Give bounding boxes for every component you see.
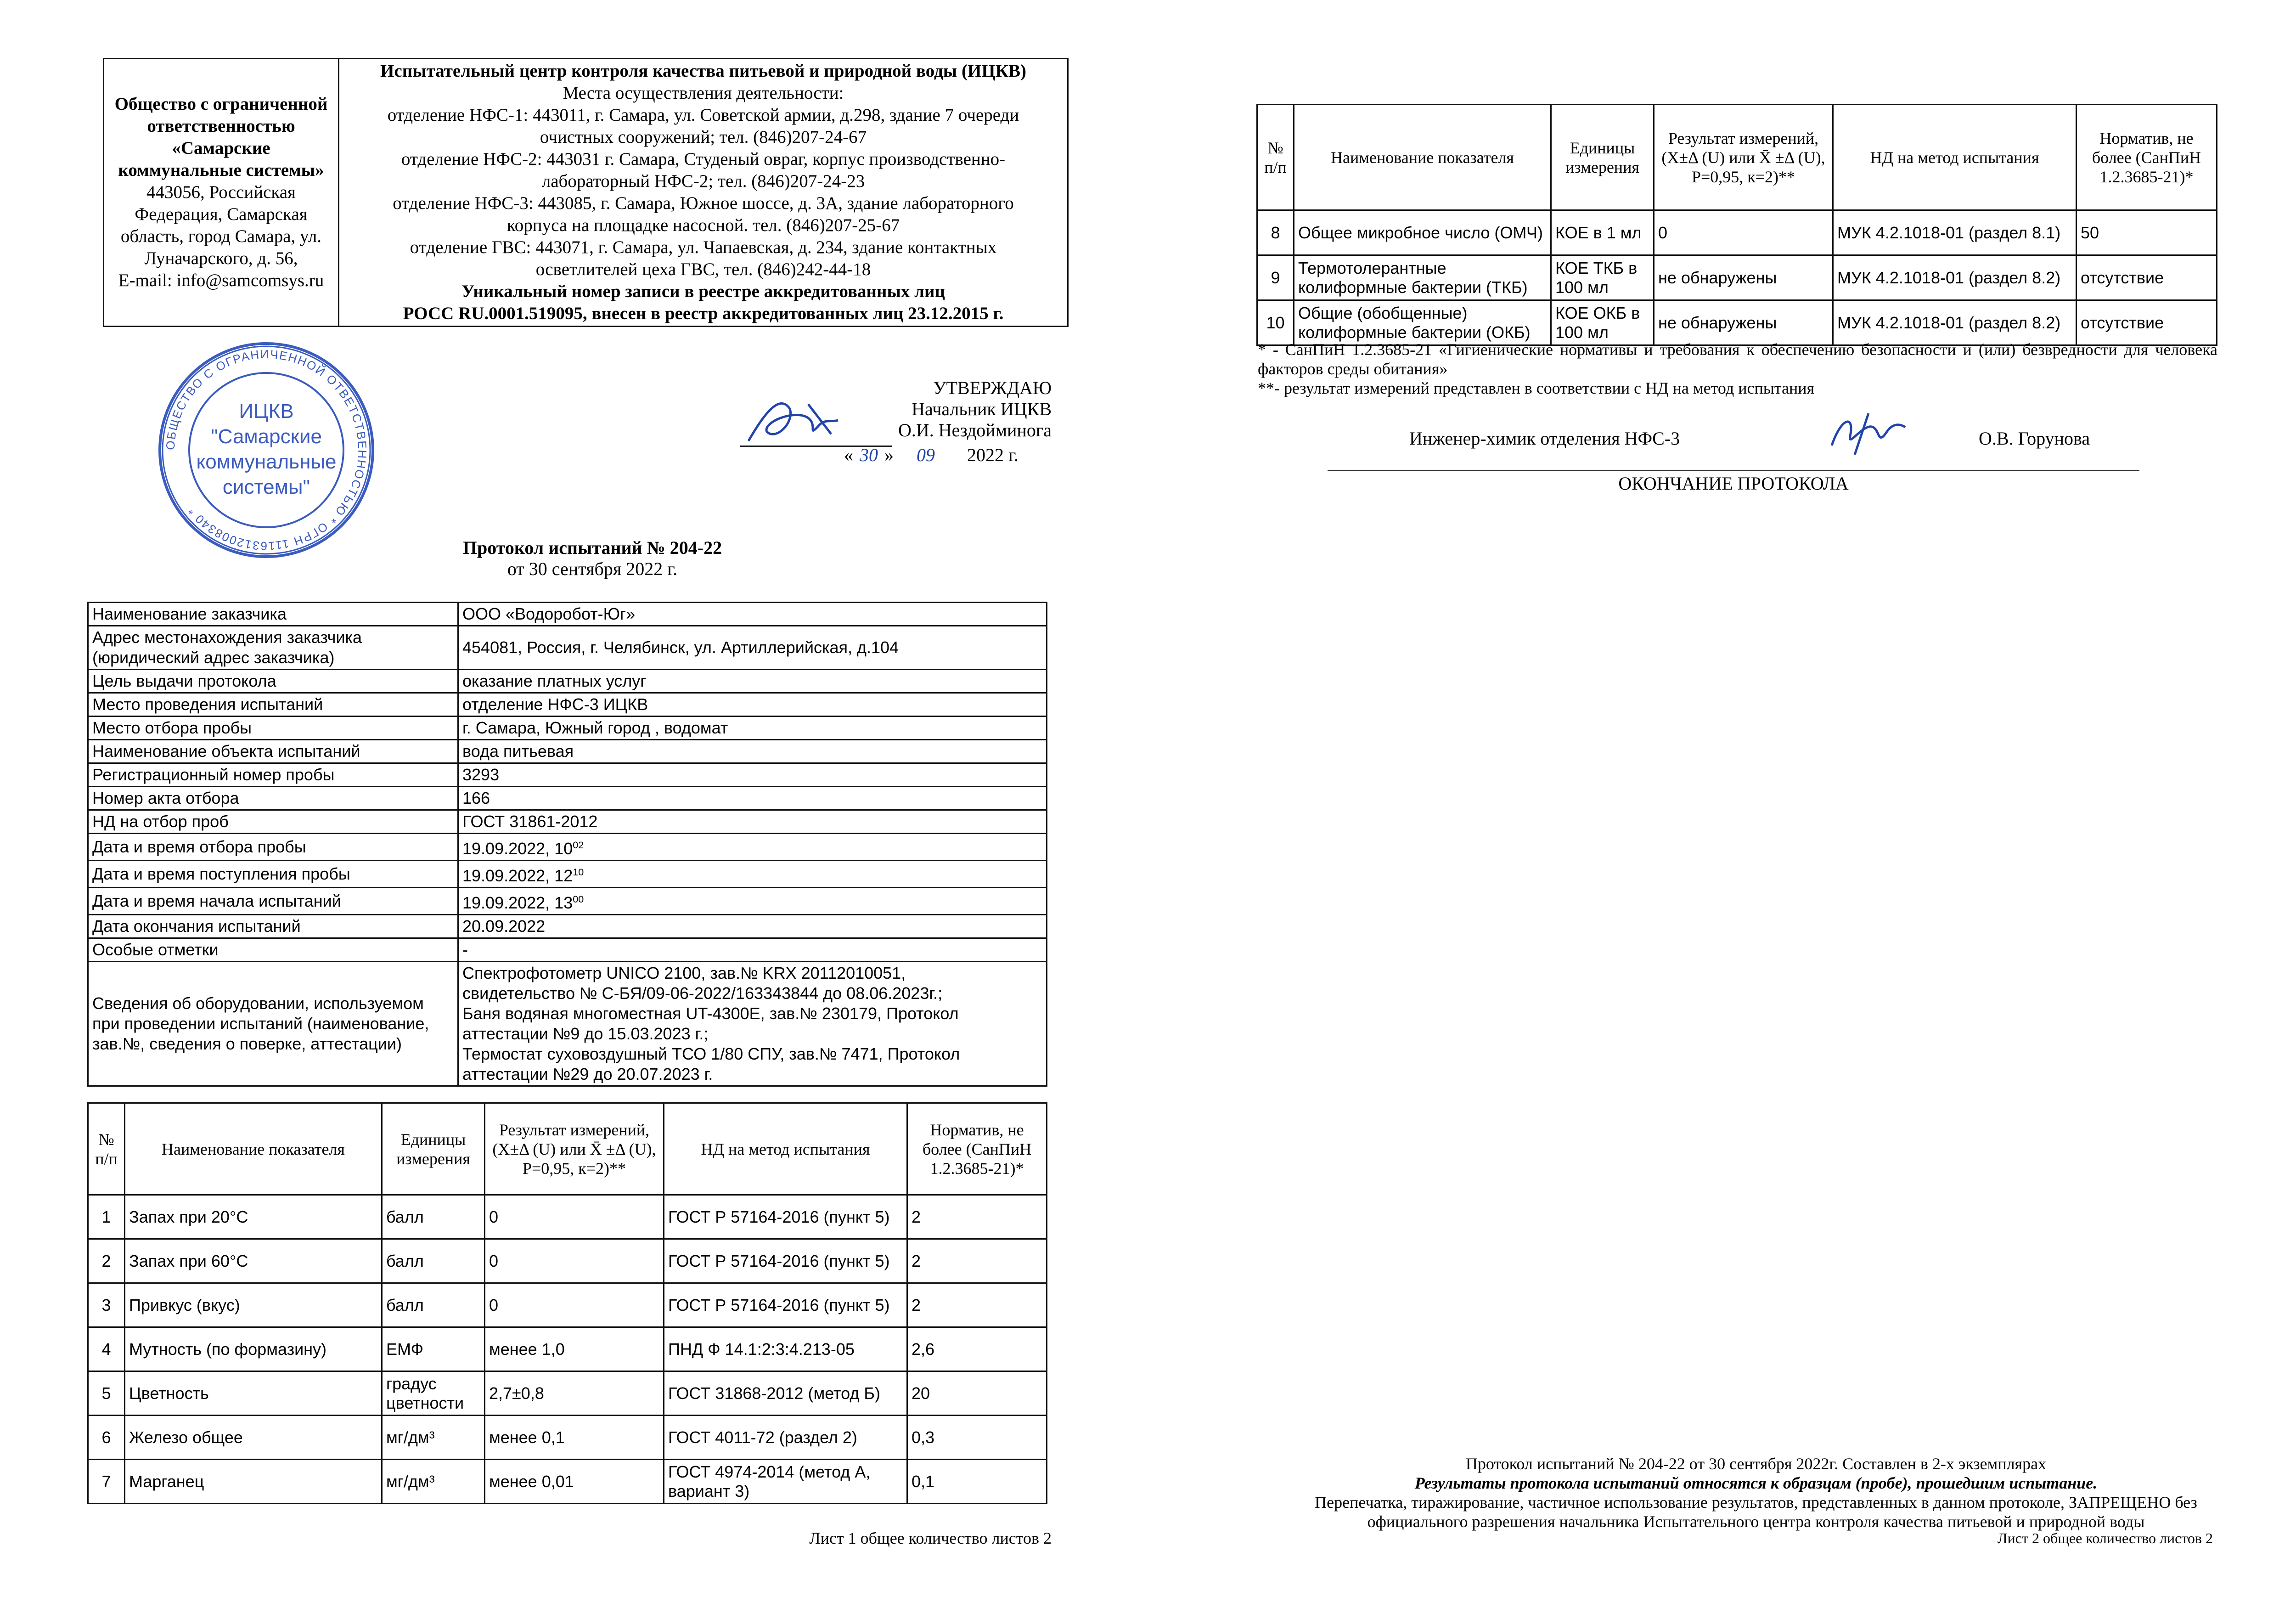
- notes: [1258, 340, 2217, 398]
- org-name-2: ответственностью: [147, 116, 295, 136]
- test-center-title: Испытательный центр контроля качества питьевой и природной воды (ИЦКВ): [380, 61, 1026, 81]
- info-row: [88, 670, 1047, 693]
- result-name: Марганец: [125, 1460, 382, 1504]
- result-method: МУК 4.2.1018-01 (раздел 8.2): [1833, 300, 2077, 345]
- info-value: [458, 787, 1047, 810]
- equipment-line-3: Баня водяная многоместная UT-4300E, зав.№ 230179, Протокол: [462, 1004, 959, 1023]
- col-units: Единицы измерения: [382, 1103, 485, 1195]
- info-value: [458, 810, 1047, 834]
- info-value-text: 19.09.2022, 12: [462, 866, 573, 885]
- place-line-7: отделение ГВС: 443071, г. Самара, ул. Чапаевская, д. 234, здание контактных: [410, 237, 997, 257]
- end-line: [1328, 470, 2139, 471]
- result-method: ГОСТ 4974-2014 (метод А, вариант 3): [664, 1460, 907, 1504]
- info-value: [458, 740, 1047, 763]
- result-method: ГОСТ Р 57164-2016 (пункт 5): [664, 1283, 907, 1327]
- approval-day: 30: [860, 445, 878, 465]
- result-name: Цветность: [125, 1371, 382, 1416]
- equipment-line-6: аттестации №29 до 20.07.2023 г.: [462, 1065, 713, 1083]
- result-unit: КОЕ в 1 мл: [1551, 210, 1654, 255]
- result-num: 6: [88, 1416, 125, 1460]
- info-key: Дата окончания испытаний: [88, 915, 458, 938]
- stamp-line-1: ИЦКВ: [239, 400, 294, 423]
- info-value-text: г. Самара, Южный город , водомат: [462, 718, 728, 737]
- result-norm: 0,1: [907, 1460, 1047, 1504]
- engineer-signature: [1823, 404, 1914, 459]
- protocol-number: Протокол испытаний № 204-22: [462, 537, 722, 558]
- result-value: не обнаружены: [1654, 255, 1833, 300]
- result-value: не обнаружены: [1654, 300, 1833, 345]
- col-method: НД на метод испытания: [664, 1103, 907, 1195]
- info-row: [88, 915, 1047, 938]
- result-value: 2,7±0,8: [485, 1371, 664, 1416]
- sample-info-table: [87, 602, 1047, 1087]
- col-norm: Норматив, не более (СанПиН 1.2.3685-21)*: [907, 1103, 1047, 1195]
- col-result-2: Результат измерений, (X±Δ (U) или X̄ ±Δ (U), P=0,95, к=2)**: [1654, 105, 1833, 210]
- engineer-name: О.В. Горунова: [1979, 428, 2090, 449]
- info-value-text: отделение НФС-3 ИЦКВ: [462, 695, 648, 714]
- equipment-line-5: Термостат суховоздушный ТСО 1/80 СПУ, зав.№ 7471, Протокол: [462, 1044, 960, 1063]
- place-line-2: очистных сооружений; тел. (846)207-24-67: [540, 127, 867, 147]
- info-row: [88, 861, 1047, 888]
- info-value-text: 454081, Россия, г. Челябинск, ул. Артиллерийская, д.104: [462, 638, 899, 657]
- info-value-text: 20.09.2022: [462, 917, 546, 936]
- stamp-outer-text: ОБЩЕСТВО С ОГРАНИЧЕННОЙ ОТВЕТСТВЕННОСТЬЮ * ОГРН 1116312008340 *: [163, 347, 370, 553]
- footer-line-3: Перепечатка, тиражирование, частичное использование результатов, представленных в данном протоколе, ЗАПРЕЩЕНО без: [1315, 1493, 2197, 1512]
- info-value: [458, 834, 1047, 861]
- result-unit: КОЕ ТКБ в 100 мл: [1551, 255, 1654, 300]
- info-value-time-minutes: 10: [573, 866, 584, 878]
- place-line-8: осветлителей цеха ГВС, тел. (846)242-44-18: [535, 259, 871, 279]
- info-value: [458, 938, 1047, 962]
- result-unit: КОЕ ОКБ в 100 мл: [1551, 300, 1654, 345]
- info-row: [88, 938, 1047, 962]
- result-value: менее 0,1: [485, 1416, 664, 1460]
- svg-text:ОБЩЕСТВО С ОГРАНИЧЕННОЙ ОТВЕТС: [163, 347, 370, 553]
- result-value: 0: [485, 1239, 664, 1283]
- result-norm: 20: [907, 1371, 1047, 1416]
- info-value-text: оказание платных услуг: [462, 671, 647, 690]
- info-row: [88, 740, 1047, 763]
- equipment-row: [88, 962, 1047, 1086]
- approver-position: Начальник ИЦКВ: [912, 399, 1052, 419]
- result-name: Привкус (вкус): [125, 1283, 382, 1327]
- result-unit: балл: [382, 1195, 485, 1239]
- equipment-key: Сведения об оборудовании, используемом при проведении испытаний (наименование, зав.№, сведения о поверке, аттестации): [88, 962, 458, 1086]
- info-row: [88, 763, 1047, 787]
- engineer-label: Инженер-химик отделения НФС-3: [1409, 428, 1680, 449]
- page-2-sheet: Лист 2 общее количество листов 2: [1997, 1530, 2213, 1546]
- results-table-1: [87, 1102, 1047, 1504]
- info-value-text: ООО «Водоробот-Юг»: [462, 604, 636, 623]
- result-unit: мг/дм³: [382, 1460, 485, 1504]
- info-value-time-minutes: 00: [573, 893, 584, 905]
- result-name: Мутность (по формазину): [125, 1327, 382, 1371]
- result-num: 5: [88, 1371, 125, 1416]
- result-name: Общие (обобщенные) колиформные бактерии (ОКБ): [1294, 300, 1551, 345]
- result-name: Термотолерантные колиформные бактерии (ТКБ): [1294, 255, 1551, 300]
- info-key: Дата и время начала испытаний: [88, 888, 458, 915]
- col-num: № п/п: [88, 1103, 125, 1195]
- result-row: [1257, 210, 2217, 255]
- result-norm: отсутствие: [2077, 255, 2217, 300]
- info-key: Наименование объекта испытаний: [88, 740, 458, 763]
- result-method: МУК 4.2.1018-01 (раздел 8.2): [1833, 255, 2077, 300]
- info-value: [458, 716, 1047, 740]
- test-center-cell: [339, 59, 1068, 327]
- col-method-2: НД на метод испытания: [1833, 105, 2077, 210]
- info-value: [458, 626, 1047, 670]
- info-value: [458, 670, 1047, 693]
- result-value: 0: [485, 1283, 664, 1327]
- result-row: [88, 1460, 1047, 1504]
- info-key: Цель выдачи протокола: [88, 670, 458, 693]
- stamp-line-2: "Самарские: [211, 425, 322, 448]
- footer-line-1: Протокол испытаний № 204-22 от 30 сентября 2022г. Составлен в 2-х экземплярах: [1465, 1455, 2047, 1473]
- result-unit: мг/дм³: [382, 1416, 485, 1460]
- result-num: 4: [88, 1327, 125, 1371]
- info-key: Дата и время поступления пробы: [88, 861, 458, 888]
- equipment-line-2: свидетельство № С-БЯ/09-06-2022/163343844 до 08.06.2023г.;: [462, 984, 943, 1003]
- org-name-3: «Самарские: [172, 138, 270, 158]
- note-result: **- результат измерений представлен в соответствии с НД на метод испытания: [1258, 379, 1815, 397]
- header-table: [103, 58, 1069, 327]
- organization-stamp: [156, 340, 377, 560]
- approval-month: 09: [917, 445, 935, 465]
- info-value-text: 3293: [462, 765, 500, 784]
- result-num: 3: [88, 1283, 125, 1327]
- result-unit: ЕМФ: [382, 1327, 485, 1371]
- result-name: Запах при 20°С: [125, 1195, 382, 1239]
- info-value-text: 19.09.2022, 13: [462, 893, 573, 912]
- result-num: 2: [88, 1239, 125, 1283]
- info-value-text: -: [462, 940, 468, 959]
- result-norm: 2: [907, 1195, 1047, 1239]
- page-2: [1171, 0, 2296, 1602]
- result-num: 8: [1257, 210, 1294, 255]
- info-key: Адрес местонахождения заказчика (юридический адрес заказчика): [88, 626, 458, 670]
- place-line-5: отделение НФС-3: 443085, г. Самара, Южное шоссе, д. 3А, здание лабораторного: [393, 193, 1014, 213]
- result-name: Железо общее: [125, 1416, 382, 1460]
- approver-signature: [739, 390, 859, 450]
- info-value: [458, 915, 1047, 938]
- result-unit: балл: [382, 1239, 485, 1283]
- info-key: Регистрационный номер пробы: [88, 763, 458, 787]
- info-row: [88, 834, 1047, 861]
- registry-line-2: РОСС RU.0001.519095, внесен в реестр аккредитованных лиц 23.12.2015 г.: [403, 304, 1004, 323]
- info-row: [88, 603, 1047, 626]
- info-value-text: 166: [462, 789, 490, 807]
- org-address-3: область, город Самара, ул.: [120, 226, 322, 246]
- protocol-date: от 30 сентября 2022 г.: [507, 558, 678, 579]
- result-row: [88, 1327, 1047, 1371]
- result-norm: 2: [907, 1283, 1047, 1327]
- info-value-text: 19.09.2022, 10: [462, 839, 573, 858]
- result-row: [88, 1239, 1047, 1283]
- info-row: [88, 693, 1047, 716]
- result-norm: 50: [2077, 210, 2217, 255]
- result-row: [1257, 300, 2217, 345]
- info-value: [458, 603, 1047, 626]
- result-row: [88, 1283, 1047, 1327]
- result-norm: 2: [907, 1239, 1047, 1283]
- end-of-protocol: ОКОНЧАНИЕ ПРОТОКОЛА: [1618, 473, 1849, 494]
- protocol-title: [257, 537, 928, 580]
- col-result: Результат измерений, (X±Δ (U) или X̄ ±Δ (U), P=0,95, к=2)**: [485, 1103, 664, 1195]
- result-value: 0: [485, 1195, 664, 1239]
- place-line-3: отделение НФС-2: 443031 г. Самара, Студеный овраг, корпус производственно-: [401, 149, 1006, 169]
- registry-line-1: Уникальный номер записи в реестре аккредитованных лиц: [461, 282, 945, 301]
- result-method: ГОСТ Р 57164-2016 (пункт 5): [664, 1195, 907, 1239]
- result-method: ГОСТ 4011-72 (раздел 2): [664, 1416, 907, 1460]
- organization-cell: [104, 59, 339, 327]
- result-name: Запах при 60°С: [125, 1239, 382, 1283]
- result-method: ПНД Ф 14.1:2:3:4.213-05: [664, 1327, 907, 1371]
- col-num-2: № п/п: [1257, 105, 1294, 210]
- stamp-line-4: системы": [222, 476, 310, 498]
- result-row: [88, 1416, 1047, 1460]
- place-line-6: корпуса на площадке насосной. тел. (846)207-25-67: [506, 215, 900, 235]
- approval-date: « 30 » 09 2022 г.: [844, 445, 1019, 465]
- footer-line-2: Результаты протокола испытаний относятся к образцам (пробе), прошедшим испытание.: [1414, 1474, 2098, 1492]
- info-key: Номер акта отбора: [88, 787, 458, 810]
- result-value: менее 1,0: [485, 1327, 664, 1371]
- result-row: [88, 1195, 1047, 1239]
- approval-year: 2022 г.: [967, 445, 1019, 465]
- org-address-2: Федерация, Самарская: [135, 204, 308, 224]
- info-row: [88, 626, 1047, 670]
- info-value: [458, 861, 1047, 888]
- info-key: Дата и время отбора пробы: [88, 834, 458, 861]
- result-row: [88, 1371, 1047, 1416]
- result-name: Общее микробное число (ОМЧ): [1294, 210, 1551, 255]
- info-key: Место отбора пробы: [88, 716, 458, 740]
- approve-title: УТВЕРЖДАЮ: [933, 378, 1052, 398]
- result-value: 0: [1654, 210, 1833, 255]
- col-units-2: Единицы измерения: [1551, 105, 1654, 210]
- org-address-4: Луначарского, д. 56,: [144, 248, 298, 268]
- equipment-line-4: аттестации №9 до 15.03.2023 г.;: [462, 1024, 709, 1043]
- result-method: ГОСТ 31868-2012 (метод Б): [664, 1371, 907, 1416]
- info-value-text: вода питьевая: [462, 742, 574, 761]
- info-row: [88, 810, 1047, 834]
- results-table-2: [1256, 104, 2217, 346]
- info-value-time-minutes: 02: [573, 839, 584, 851]
- places-label: Места осуществления деятельности:: [563, 83, 844, 103]
- col-norm-2: Норматив, не более (СанПиН 1.2.3685-21)*: [2077, 105, 2217, 210]
- place-line-1: отделение НФС-1: 443011, г. Самара, ул. Советской армии, д.298, здание 7 очереди: [387, 105, 1019, 125]
- col-name: Наименование показателя: [125, 1103, 382, 1195]
- org-address-1: 443056, Российская: [146, 182, 296, 202]
- col-name-2: Наименование показателя: [1294, 105, 1551, 210]
- info-key: Наименование заказчика: [88, 603, 458, 626]
- result-row: [1257, 255, 2217, 300]
- page-2-footer: [1281, 1454, 2231, 1531]
- info-key: Место проведения испытаний: [88, 693, 458, 716]
- result-unit: градус цветности: [382, 1371, 485, 1416]
- place-line-4: лабораторный НФС-2; тел. (846)207-24-23: [541, 171, 865, 191]
- stamp-line-3: коммунальные: [196, 451, 337, 473]
- org-name-4: коммунальные системы»: [118, 160, 324, 180]
- info-row: [88, 787, 1047, 810]
- org-name: Общество с ограниченной: [114, 94, 328, 114]
- result-value: менее 0,01: [485, 1460, 664, 1504]
- info-key: НД на отбор проб: [88, 810, 458, 834]
- equipment-value: [458, 962, 1047, 1086]
- result-norm: 0,3: [907, 1416, 1047, 1460]
- note-sanpin: * - СанПиН 1.2.3685-21 «Гигиенические нормативы и требования к обеспечению безопасности и (или) безвредности для человека факторов среды обитания»: [1258, 340, 2217, 378]
- footer-line-4: официального разрешения начальника Испытательного центра контроля качества питьевой и природной воды: [1367, 1512, 2145, 1531]
- info-key: Особые отметки: [88, 938, 458, 962]
- info-value-text: ГОСТ 31861-2012: [462, 812, 598, 831]
- result-method: МУК 4.2.1018-01 (раздел 8.1): [1833, 210, 2077, 255]
- result-num: 1: [88, 1195, 125, 1239]
- info-row: [88, 888, 1047, 915]
- equipment-line-1: Спектрофотометр UNICO 2100, зав.№ KRX 20112010051,: [462, 964, 906, 982]
- info-value: [458, 693, 1047, 716]
- org-email: E-mail: info@samcomsys.ru: [118, 271, 324, 290]
- info-value: [458, 888, 1047, 915]
- result-unit: балл: [382, 1283, 485, 1327]
- info-value: [458, 763, 1047, 787]
- approver-name: О.И. Нездойминога: [898, 420, 1052, 440]
- result-num: 7: [88, 1460, 125, 1504]
- result-num: 9: [1257, 255, 1294, 300]
- result-num: 10: [1257, 300, 1294, 345]
- result-method: ГОСТ Р 57164-2016 (пункт 5): [664, 1239, 907, 1283]
- result-norm: отсутствие: [2077, 300, 2217, 345]
- page-1-footer: Лист 1 общее количество листов 2: [809, 1529, 1052, 1547]
- result-norm: 2,6: [907, 1327, 1047, 1371]
- info-row: [88, 716, 1047, 740]
